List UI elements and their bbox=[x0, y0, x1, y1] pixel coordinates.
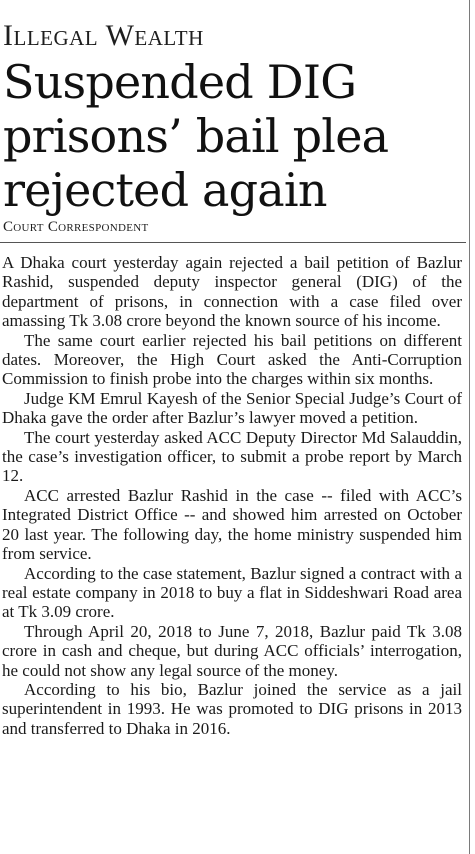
byline: Court Correspondent bbox=[3, 219, 149, 235]
paragraph-1: A Dhaka court yesterday again rejected a bail petition of Bazlur Rashid, suspended deputy inspector general (DIG) of the department of prisons, in connection with a case filed over amassing Tk 3.08 crore beyond the known source of his income. bbox=[2, 253, 462, 331]
column-edge-rule bbox=[469, 0, 470, 854]
paragraph-4: The court yesterday asked ACC Deputy Director Md Salauddin, the case’s investigation officer, to submit a probe report by March 12. bbox=[2, 427, 462, 486]
headline-line-3: rejected again bbox=[3, 163, 327, 217]
section-kicker: Illegal Wealth bbox=[3, 19, 204, 52]
paragraph-7: Through April 20, 2018 to June 7, 2018, Bazlur paid Tk 3.08 crore in cash and cheque, but during ACC officials’ interrogation, he could not show any legal source of the money. bbox=[2, 621, 462, 680]
paragraph-8: According to his bio, Bazlur joined the service as a jail superintendent in 1993. He was promoted to DIG prisons in 2013 and transferred to Dhaka in 2016. bbox=[2, 679, 462, 738]
byline-divider bbox=[0, 242, 466, 243]
paragraph-5: ACC arrested Bazlur Rashid in the case -- filed with ACC’s Integrated District Office -- and showed him arrested on October 20 last year. The following day, the home ministry suspended him from service. bbox=[2, 485, 462, 564]
paragraph-3: Judge KM Emrul Kayesh of the Senior Special Judge’s Court of Dhaka gave the order after Bazlur’s lawyer moved a petition. bbox=[2, 388, 462, 428]
paragraph-2: The same court earlier rejected his bail petitions on different dates. Moreover, the High Court asked the Anti-Corruption Commission to finish probe into the charges within six months. bbox=[2, 330, 462, 389]
headline bbox=[3, 55, 465, 217]
article-body bbox=[2, 253, 462, 738]
headline-line-2: prisons’ bail plea bbox=[3, 109, 389, 163]
paragraph-6: According to the case statement, Bazlur signed a contract with a real estate company in 2018 to buy a flat in Siddeshwari Road area at Tk 3.09 crore. bbox=[2, 563, 462, 622]
headline-line-1: Suspended DIG bbox=[3, 55, 357, 109]
